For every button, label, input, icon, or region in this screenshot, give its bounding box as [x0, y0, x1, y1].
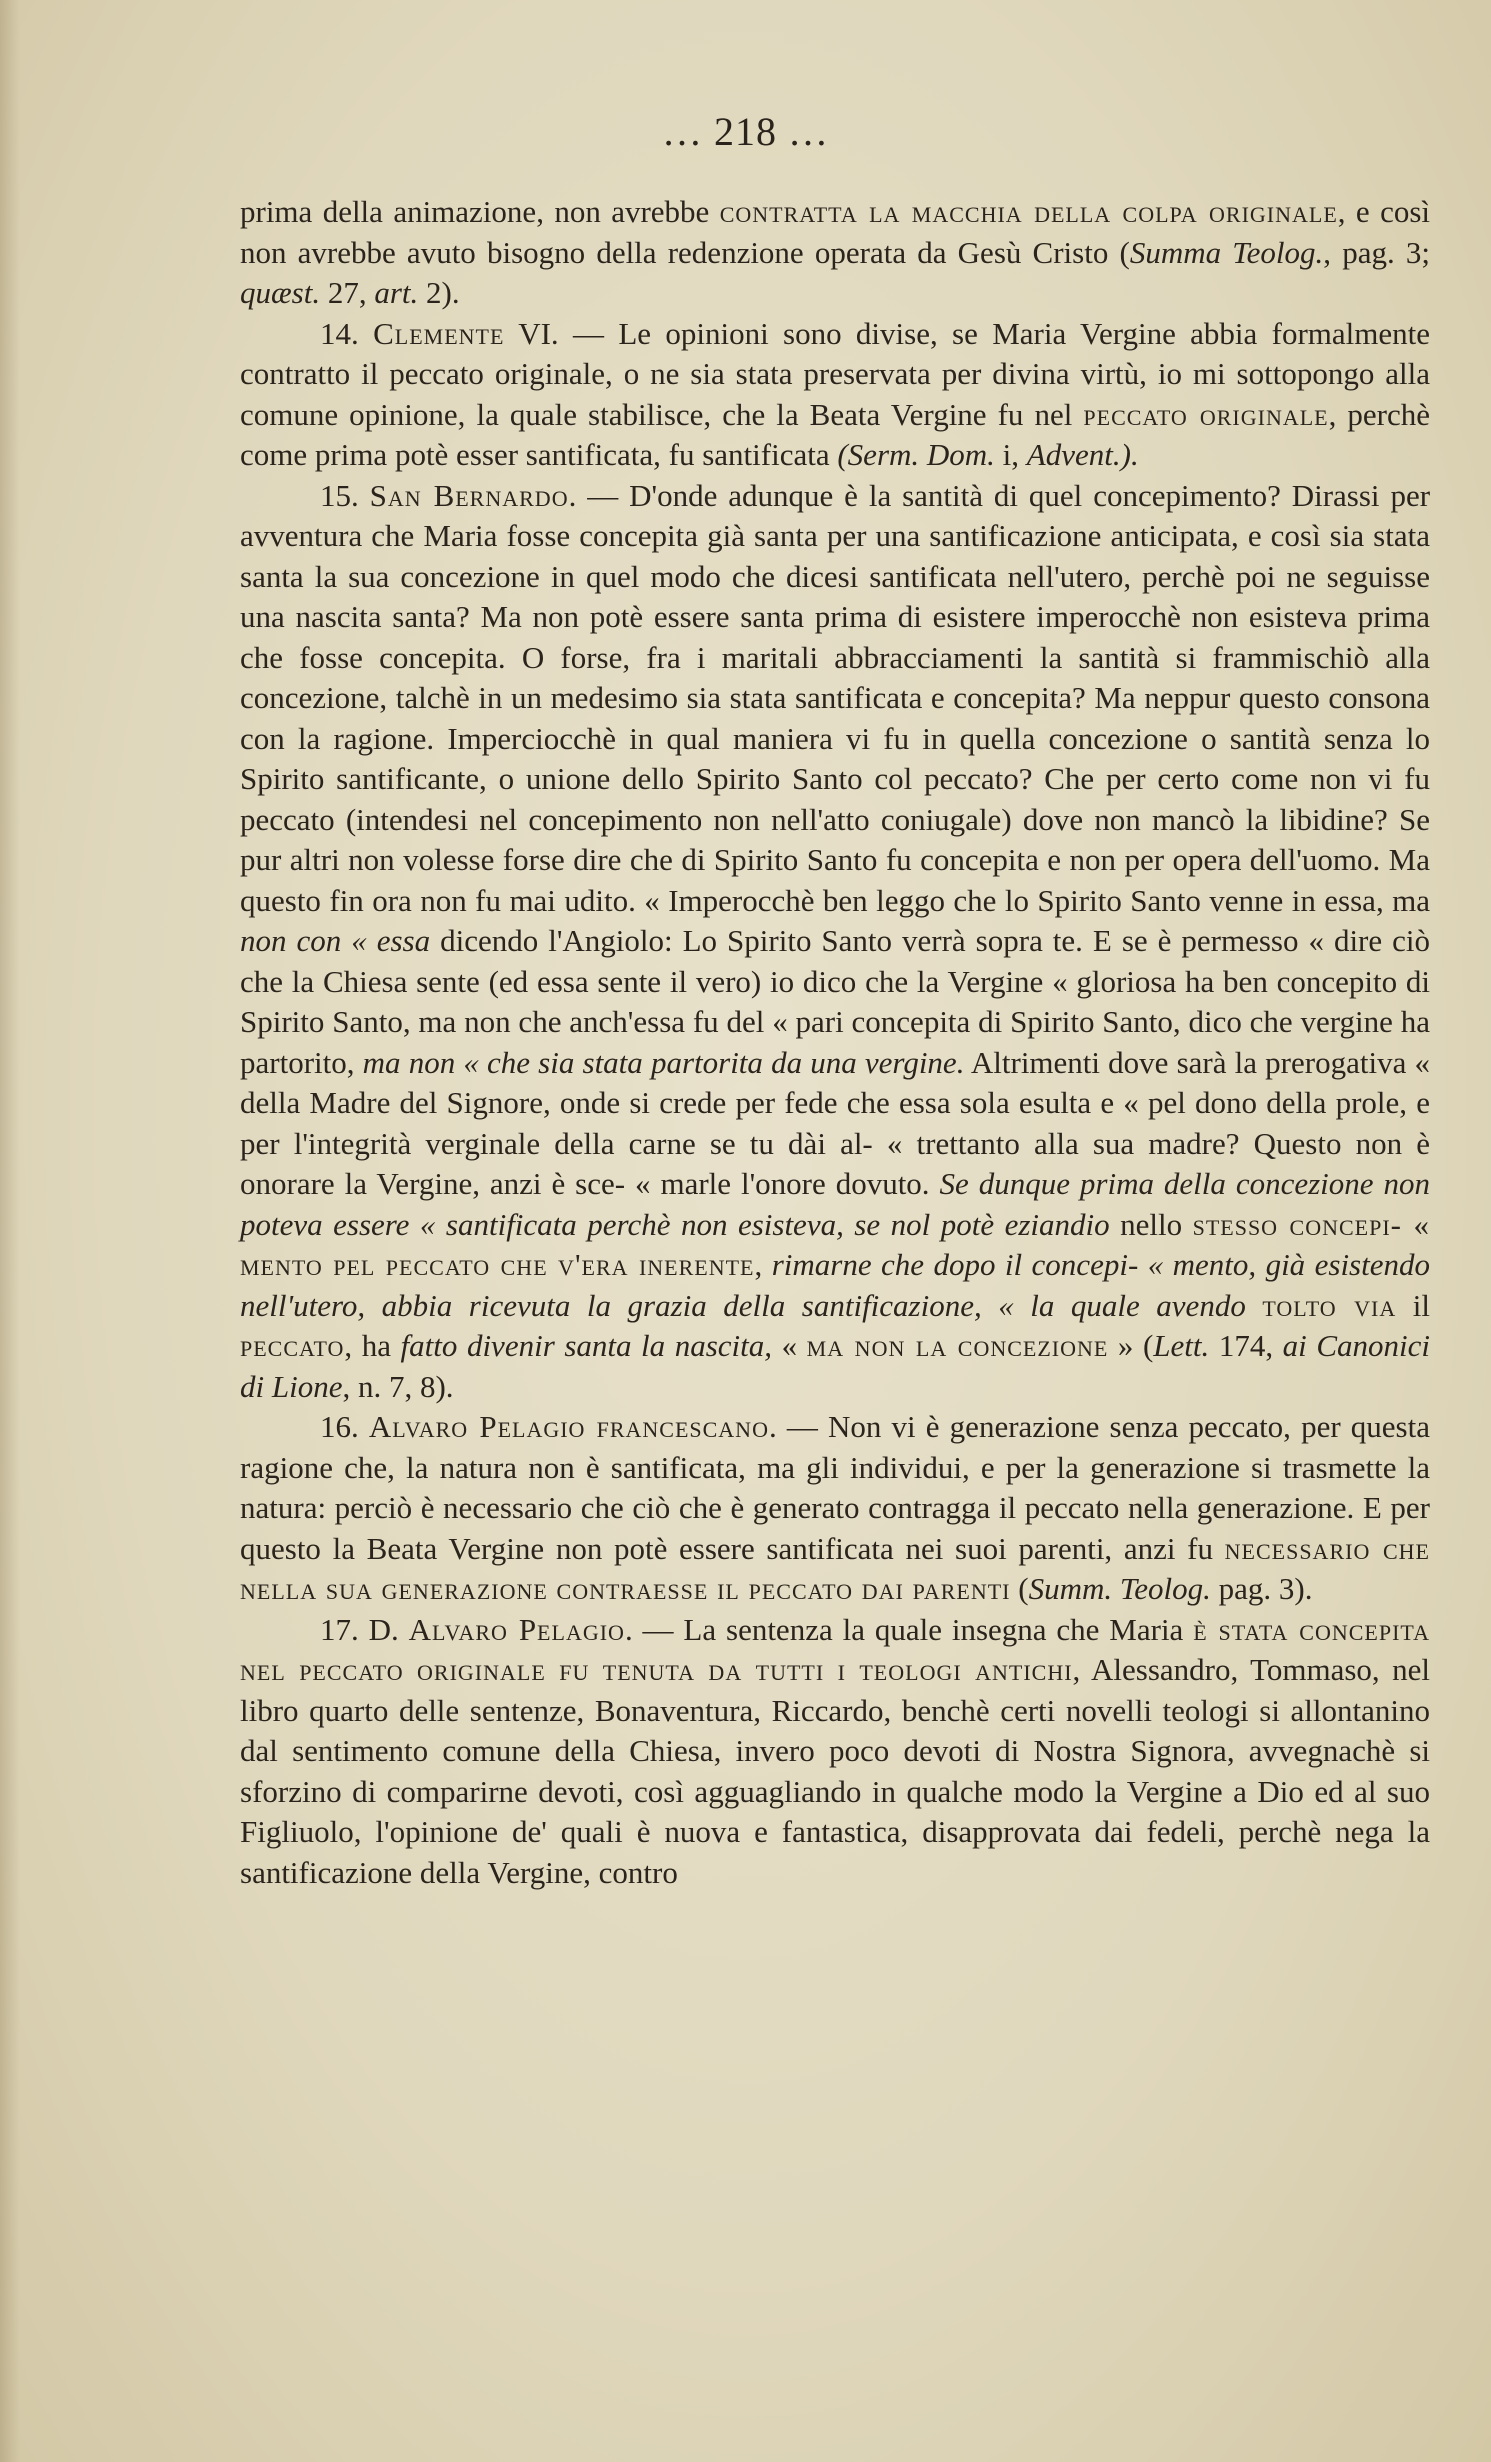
text-run: , perchè come prima potè esser santificata, fu santificata — [240, 396, 1431, 472]
small-caps-text: ma non la concezione — [806, 1328, 1109, 1363]
text-run: ( — [1010, 1571, 1029, 1606]
small-caps-text: Alvaro Pelagio francescano — [368, 1409, 769, 1444]
text-run: , n. 7, 8). — [342, 1368, 454, 1404]
text-run: . — La sentenza la quale insegna che Maria — [624, 1611, 1194, 1647]
small-caps-text: necessario che nella sua generazione contraesse il peccato dai parenti — [240, 1530, 1430, 1606]
paragraph — [240, 192, 1430, 314]
italic-text: Summ. Teolog. — [1028, 1571, 1211, 1606]
page-edge-shadow — [0, 0, 20, 2462]
text-run: dicendo l'Angiolo: Lo Spirito Santo verrà sopra te. E se è permesso « dire ciò che la Chiesa sente (ed essa sente il vero) io dico che la Vergine « gloriosa ha ben concepito di Spirito Santo, ma non che anch'essa fu del « pari concepita di Spirito Santo, dico che vergine ha partorito, — [240, 923, 1430, 1080]
text-run: il — [1396, 1287, 1431, 1323]
text-run: i, — [994, 437, 1027, 472]
italic-text: rimarne che dopo il concepi- « mento, già esistendo nell'utero, abbia ricevuta la grazia della santificazione, « la quale avendo — [240, 1247, 1430, 1323]
small-caps-text: contratta la macchia della colpa originale — [719, 194, 1338, 229]
italic-text: quæst. — [240, 275, 321, 310]
small-caps-text: Clemente — [373, 315, 505, 351]
small-caps-text: peccato originale — [1083, 396, 1329, 432]
italic-text: ai Canonici di Lione — [240, 1328, 1430, 1404]
text-run: , ha — [344, 1328, 401, 1363]
text-run: 15. — [320, 477, 370, 513]
small-caps-text: San Bernardo — [369, 477, 569, 513]
italic-text: Advent.). — [1026, 437, 1139, 472]
italic-text: fatto divenir santa la nascita, — [400, 1328, 773, 1363]
italic-text: Summa Teolog. — [1129, 234, 1324, 270]
text-run: , — [754, 1247, 772, 1282]
text-run: , Alessandro, Tommaso, nel libro quarto delle sentenze, Bonaventura, Riccardo, benchè certi novelli teologi si allontanino dal sentimento comune della Chiesa, invero poco devoti di Nostra Signora, avvegnachè si sforzino di comparirne devoti, così agguagliando in qualche modo la Vergine a Dio ed al suo Figliuolo, l'opinione de' quali è nuova e fantastica, disapprovata dai fedeli, perchè nega la santificazione della Vergine, contro — [240, 1652, 1430, 1890]
text-run: nello — [1109, 1206, 1193, 1242]
text-run: , e così non avrebbe avuto bisogno della redenzione operata da Gesù Cristo ( — [240, 194, 1431, 270]
text-run: prima della animazione, non avrebbe — [240, 194, 720, 229]
italic-text: non con « essa — [240, 923, 431, 958]
text-run — [1246, 1288, 1263, 1323]
text-run: , pag. 3; — [1323, 234, 1431, 270]
text-run: 16. — [320, 1409, 369, 1444]
small-caps-text: stesso concepi- « mento pel peccato che v'era inerente — [240, 1206, 1430, 1282]
text-run: pag. 3). — [1210, 1571, 1313, 1606]
paragraph — [240, 476, 1430, 1408]
paragraph — [240, 314, 1430, 476]
text-run: Altrimenti dove sarà la prerogativa « della Madre del Signore, onde si crede per fede che essa sola esulta e « pel dono della prole, e per l'integrità verginale della carne se tu dài al- « trettanto alla sua madre? Questo non è onorare la Vergine, anzi è sce- « marle l'onore dovuto. — [240, 1044, 1430, 1201]
italic-text: ma non « che sia stata partorita da una vergine. — [362, 1044, 965, 1080]
italic-text: art. — [374, 275, 419, 310]
text-run: . — Non vi è generazione senza peccato, per questa ragione che, la natura non è santificata, ma gli individui, e per la generazione si trasmette la natura: perciò è necessario che ciò che è generato contragga il peccato nella generazione. E per questo la Beata Vergine non potè essere santificata nei suoi parenti, anzi fu — [240, 1409, 1430, 1566]
text-run: » ( — [1108, 1328, 1154, 1363]
small-caps-text: tolto via — [1262, 1287, 1397, 1323]
text-run: 2). — [418, 275, 460, 310]
italic-text: Se dunque prima della concezione non poteva essere « santificata perchè non esisteva, se nol potè eziandio — [240, 1166, 1430, 1242]
small-caps-text: Alvaro Pelagio — [408, 1611, 625, 1647]
text-run: 14. — [320, 315, 374, 351]
text-run: 27, — [320, 275, 375, 310]
small-caps-text: è stata concepita nel peccato originale fu tenuta da tutti i teologi antichi — [240, 1611, 1430, 1687]
body-text — [240, 192, 1430, 1893]
small-caps-text: peccato — [240, 1328, 345, 1363]
text-run: 174, — [1209, 1328, 1283, 1363]
text-run: VI. — Le opinioni sono divise, se Maria Vergine abbia formalmente contratto il peccato originale, o ne sia stata preservata per divina virtù, io mi sottopongo alla comune opinione, la quale stabilisce, che la Beata Vergine fu nel — [240, 315, 1431, 432]
paragraph — [240, 1407, 1430, 1610]
italic-text: Lett. — [1153, 1328, 1210, 1363]
italic-text: (Serm. Dom. — [837, 437, 995, 472]
paragraph — [240, 1610, 1430, 1894]
text-run: . — D'onde adunque è la santità di quel concepimento? Dirassi per avventura che Maria fosse concepita già santa per una santificazione anticipata, e così sia stata santa la sua concezione in quel modo che dicesi santificata nell'utero, perchè poi ne seguisse una nascita santa? Ma non potè essere santa prima di esistere imperocchè non esisteva prima che fosse concepita. O forse, fra i maritali abbracciamenti la santità si frammischiò alla concezione, talchè in un medesimo sia stata santificata e concepita? Ma neppur questo consona con la ragione. Imperciocchè in qual maniera vi fu in quella concezione o santità senza lo Spirito santificante, o unione dello Spirito Santo col peccato? Che per certo come non vi fu peccato (intendesi nel concepimento non nell'atto coniugale) dove non mancò la libidine? Se pur altri non volesse forse dire che di Spirito Santo fu concepita e non per opera dell'uomo. Ma questo fin ora non fu mai udito. « Imperocchè ben leggo che lo Spirito Santo venne in essa, ma — [240, 477, 1431, 918]
text-run: 17. D. — [320, 1611, 409, 1647]
page-number-header: … 218 … — [662, 109, 829, 154]
text-run: « — [772, 1328, 807, 1363]
